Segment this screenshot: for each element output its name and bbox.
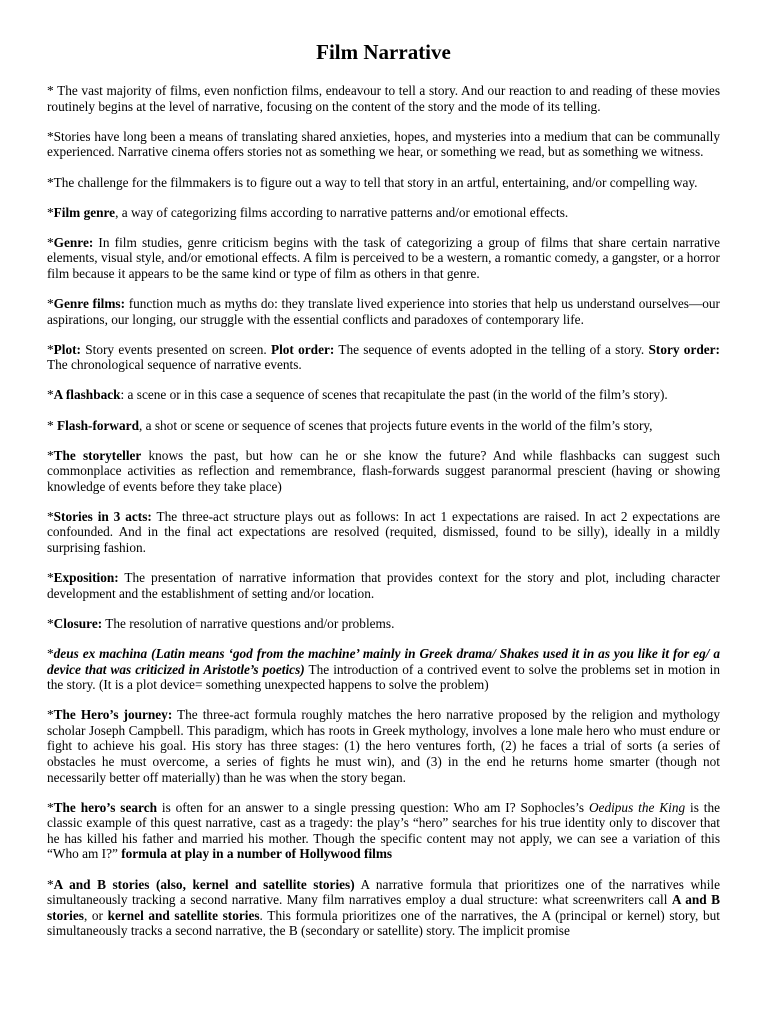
text-run: A and B stories xyxy=(47,892,720,923)
text-run: is often for an answer to a single pressing question: Who am I? Sophocles’s xyxy=(157,799,589,815)
paragraph xyxy=(47,296,720,327)
text-run: The three-act structure plays out as follows: In act 1 expectations are raised. In act 2 expectations are confounded. And in the final act expectations are resolved (requited, dismissed, found to be silly), ideally in a mildly surprising fashion. xyxy=(47,508,720,556)
text-run: * xyxy=(47,387,54,403)
text-run: The presentation of narrative information that provides context for the story and plot, including character development and the establishment of setting and/or location. xyxy=(47,570,720,601)
text-run: A flashback xyxy=(53,387,121,403)
text-run: Exposition: xyxy=(53,570,119,586)
text-run: Plot: xyxy=(53,341,81,357)
text-run: * xyxy=(47,615,54,631)
text-run: Plot order: xyxy=(270,341,335,357)
text-run: The introduction of a contrived event to solve the problems set in motion in the story. (It is a plot device= something unexpected happens to solve the problem) xyxy=(47,661,720,693)
text-run: The resolution of narrative questions and/or problems. xyxy=(102,615,395,631)
text-run: Story order: xyxy=(648,341,720,357)
text-run: The sequence of events adopted in the telling of a story. xyxy=(334,341,649,357)
text-run: * The vast majority of films, even nonfiction films, endeavour to tell a story. And our reaction to and reading of these movies routinely begins at the level of narrative, focusing on the content of the story and the mode of its telling. xyxy=(47,83,720,114)
text-run: The hero’s search xyxy=(53,799,157,815)
text-run: Genre films: xyxy=(53,296,126,312)
paragraph xyxy=(47,800,720,862)
text-run: The three-act formula roughly matches the hero narrative proposed by the religion and mythology scholar Joseph Campbell. This paradigm, which has roots in Greek mythology, involves a lone male hero who must endure or fight to achieve his goal. His story has three stages: (1) the hero ventures forth, (2) he faces a trial of sorts (a series of obstacles he must overcome, a series of fights he must win), and (3) in the end he returns home smarter (though not necessarily better off materially) than he was when the story began. xyxy=(47,707,720,785)
text-run: Flash-forward xyxy=(56,417,139,433)
paragraph xyxy=(47,83,720,114)
text-run: * xyxy=(47,876,54,892)
text-run: formula at play in a number of Hollywood films xyxy=(121,846,393,862)
text-run: Story events presented on screen. xyxy=(80,341,271,357)
paragraph xyxy=(47,387,720,403)
text-run: . This formula prioritizes one of the narratives, the A (principal or kernel) story, but simultaneously tracks a second narrative, the B (secondary or satellite) story. The implicit promise xyxy=(47,907,720,939)
paragraph xyxy=(47,129,720,160)
text-run: Film genre xyxy=(53,204,116,220)
text-run: Stories in 3 acts: xyxy=(53,508,152,524)
text-run: * xyxy=(47,645,54,661)
paragraph xyxy=(47,570,720,601)
text-run: * xyxy=(47,204,54,220)
text-run: Genre: xyxy=(53,234,94,250)
paragraph xyxy=(47,616,720,632)
text-run: * xyxy=(47,296,54,312)
text-run: * xyxy=(47,447,54,463)
text-run: A narrative formula that prioritizes one of the narratives while simultaneously tracking a second narrative. Many film narratives employ a dual structure: what screenwriters call xyxy=(47,876,720,908)
text-run: The chronological sequence of narrative events. xyxy=(47,357,302,373)
paragraph xyxy=(47,175,720,191)
text-run: kernel and satellite stories xyxy=(107,907,260,923)
text-run: , a way of categorizing films according to narrative patterns and/or emotional effects. xyxy=(115,204,569,220)
paragraph xyxy=(47,342,720,373)
paragraph xyxy=(47,877,720,939)
text-run: * xyxy=(47,341,54,357)
paragraph xyxy=(47,509,720,556)
text-run: * xyxy=(47,707,54,723)
paragraph xyxy=(47,448,720,495)
text-run: Oedipus the King xyxy=(588,799,686,815)
text-run: knows the past, but how can he or she know the future? And while flashbacks can suggest such commonplace activities as reflection and remembrance, flash-forwards suggest paranormal prescient (having or showing knowledge of events before they take place) xyxy=(47,447,720,494)
document-body xyxy=(47,83,720,939)
text-run: A and B stories (also, kernel and satellite stories) xyxy=(53,876,355,892)
text-run: is the classic example of this quest narrative, cast as a tragedy: the play’s “hero” searches for his true identity only to discover that he has killed his father and married his mother. Though the specific content may not apply, we can see a variation of this “Who am I?” xyxy=(47,799,721,862)
paragraph xyxy=(47,646,720,693)
paragraph xyxy=(47,205,720,221)
text-run: , or xyxy=(83,907,108,923)
text-run: In film studies, genre criticism begins with the task of categorizing a group of films that share certain narrative elements, visual style, and/or emotional effects. A film is perceived to be a western, a romantic comedy, a gangster, or a horror film because it appears to be the same kind or type of film as others in that genre. xyxy=(47,234,720,281)
text-run: *The challenge for the filmmakers is to figure out a way to tell that story in an artful, entertaining, and/or compelling way. xyxy=(47,174,698,190)
paragraph xyxy=(47,707,720,785)
text-run: , a shot or scene or sequence of scenes that projects future events in the world of the film’s story, xyxy=(138,417,653,433)
text-run: The storyteller xyxy=(53,447,142,463)
text-run: function much as myths do: they translate lived experience into stories that help us understand ourselves—our aspirations, our longing, our struggle with the essential conflicts and paradoxes of contemporary life. xyxy=(47,296,720,327)
text-run: * xyxy=(47,508,54,524)
text-run: : a scene or in this case a sequence of scenes that recapitulate the past (in the world of the film’s story). xyxy=(120,387,668,403)
text-run: deus ex machina (Latin means ‘god from the machine’ mainly in Greek drama/ Shakes used it in as you like it for eg/ a device that was criticized in Aristotle’s poetics) xyxy=(47,645,720,677)
text-run: *Stories have long been a means of translating shared anxieties, hopes, and mysteries into a medium that can be communally experienced. Narrative cinema offers stories not as something we hear, or something we read, but as something we witness. xyxy=(47,128,720,160)
paragraph xyxy=(47,235,720,282)
text-run: * xyxy=(47,234,54,250)
text-run: * xyxy=(47,570,54,586)
text-run: * xyxy=(47,417,57,433)
text-run: The Hero’s journey: xyxy=(53,707,173,723)
page-title: Film Narrative xyxy=(316,40,451,64)
paragraph xyxy=(47,418,720,434)
text-run: * xyxy=(47,799,54,815)
text-run: Closure: xyxy=(53,615,103,631)
